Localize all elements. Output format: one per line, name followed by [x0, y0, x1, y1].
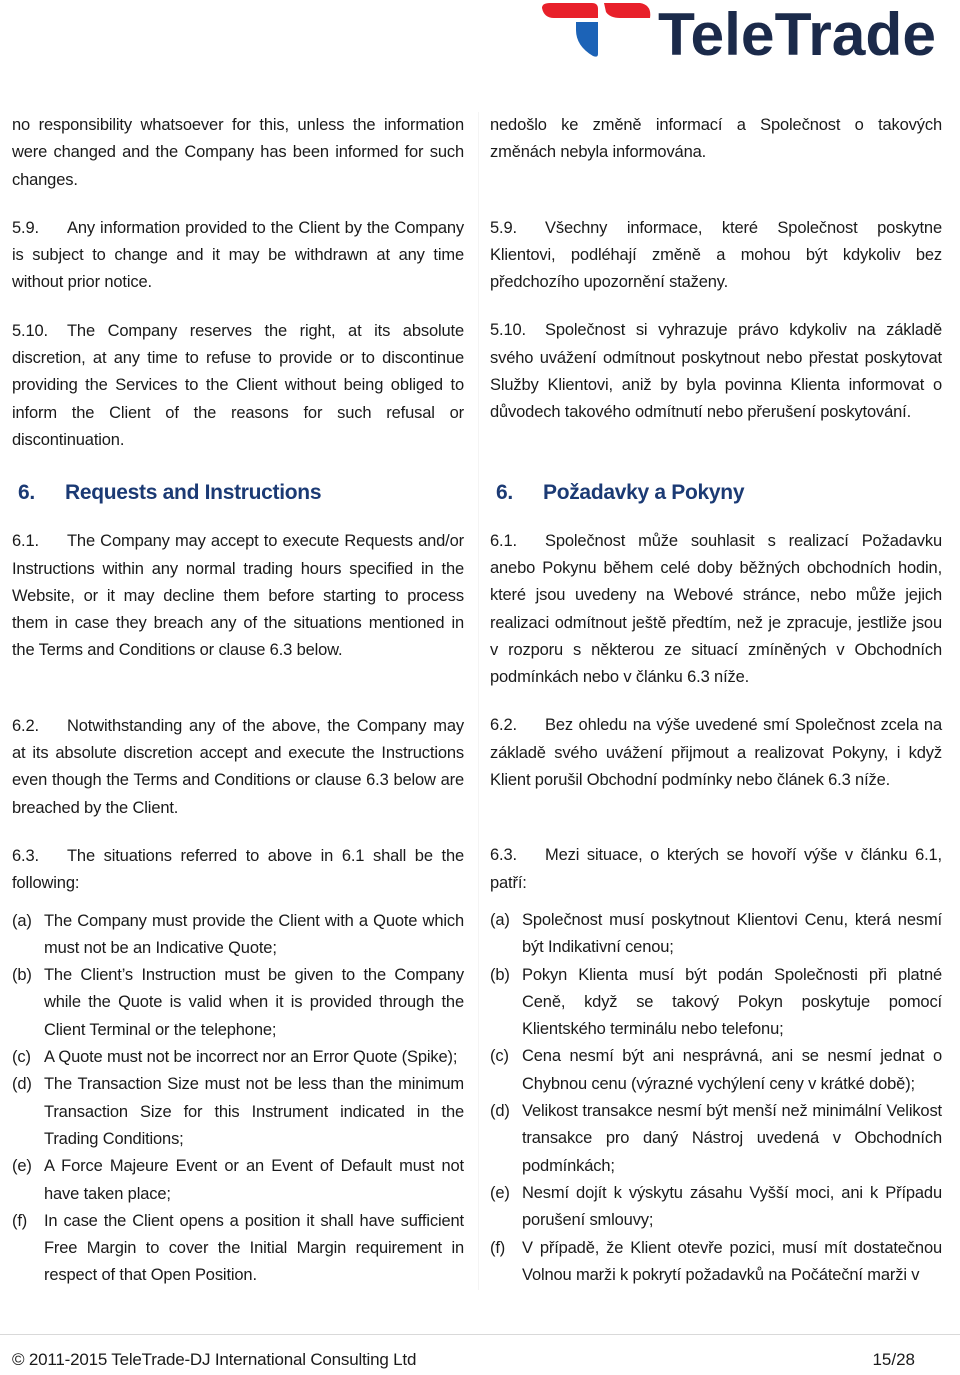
czech-column	[490, 112, 942, 1289]
clause-number: 5.9.	[490, 218, 517, 237]
clause-number: 5.9.	[12, 218, 39, 237]
english-column	[12, 112, 464, 1290]
conditions-list	[490, 907, 942, 1289]
clause-5-10	[12, 318, 464, 454]
clause-text: The situations referred to above in 6.1 shall be the following:	[12, 846, 464, 893]
intro-paragraph: nedošlo ke změně informací a Společnost o takových změnách nebyla informována.	[490, 116, 942, 162]
clause-5-10	[490, 317, 942, 426]
clause-text: Společnost může souhlasit s realizací Požadavku anebo Pokynu během celé doby běžných obchodních hodin, které jsou uvedeny na Webové stránce, nebo může jejich realizaci odmítnout ještě předtím, než je zpracuje, jestliže jsou v rozporu s některou ze situací zmíněných v Obchodních podmínkách nebo v článku 6.3 níže.	[490, 531, 942, 687]
clause-6-2	[12, 713, 464, 822]
list-item: (e) A Force Majeure Event or an Event of Default must not have taken place;	[12, 1157, 464, 1203]
clause-text: Mezi situace, o kterých se hovoří výše v článku 6.1, patří:	[490, 846, 942, 892]
list-item: (a) Společnost musí poskytnout Klientovi Cenu, která nesmí být Indikativní cenou;	[490, 910, 942, 957]
column-divider	[478, 112, 479, 1290]
clause-text: Společnost si vyhrazuje právo kdykoliv na základě svého uvážení odmítnout poskytnout nebo přestat poskytovat Služby Klientovi, aniž by byla povinna Klienta informovat o důvodech takového odmítnutí nebo přerušení poskytování.	[490, 321, 942, 422]
list-item: (c) A Quote must not be incorrect nor an Error Quote (Spike);	[12, 1048, 458, 1067]
clause-text: Všechny informace, které Společnost poskytne Klientovi, podléhají změně a mohou být kdykoliv bez předchozího upozornění staženy.	[490, 218, 942, 292]
clause-text: Notwithstanding any of the above, the Company may at its absolute discretion accept and execute the Instructions even though the Terms and Conditions or clause 6.3 below are breached by the Client.	[12, 716, 464, 817]
clause-number: 6.2.	[490, 716, 517, 735]
list-item: (c) Cena nesmí být ani nesprávná, ani se nesmí jednat o Chybnou cenu (výrazné vychýlení ceny v krátké době);	[490, 1047, 942, 1093]
clause-text: Any information provided to the Client by the Company is subject to change and it may be withdrawn at any time without prior notice.	[12, 218, 464, 292]
logo-wordmark: TeleTrade	[658, 1, 936, 62]
clause-6-3	[490, 842, 942, 897]
list-item: (b) The Client’s Instruction must be given to the Company while the Quote is valid when it is provided through the Client Terminal or the telephone;	[12, 966, 464, 1039]
clause-5-9	[490, 215, 942, 297]
list-item: (b) Pokyn Klienta musí být podán Společnosti při platné Ceně, když se takový Pokyn poskytuje pomocí Klientského terminálu nebo telefonu;	[490, 965, 942, 1039]
clause-number: 6.1.	[12, 532, 39, 551]
clause-text: The Company may accept to execute Requests and/or Instructions within any normal trading hours specified in the Website, or it may decline them before starting to process them in case they breach any of the situations mentioned in the Terms and Conditions or clause 6.3 below.	[12, 532, 464, 660]
logo-mark-red-2	[604, 3, 650, 18]
clause-6-1	[490, 528, 942, 692]
footer-copyright: © 2011-2015 TeleTrade-DJ International Consulting Ltd	[12, 1350, 417, 1369]
clause-number: 6.2.	[12, 716, 39, 735]
list-item: (d) Velikost transakce nesmí být menší než minimální Velikost transakce pro daný Nástroj uvedená v Obchodních podmínkách;	[490, 1102, 942, 1175]
footer-divider	[0, 1334, 960, 1335]
list-item: (a) The Company must provide the Client with a Quote which must not be an Indicative Quote;	[12, 911, 464, 957]
clause-number: 6.3.	[490, 846, 517, 865]
clause-text: The Company reserves the right, at its absolute discretion, at any time to refuse to provide or to discontinue providing the Services to the Client without being obliged to inform the Client of the reasons for such refusal or discontinuation.	[12, 321, 464, 449]
conditions-list	[12, 908, 464, 1290]
section-heading: 6. Požadavky a Pokyny	[496, 480, 745, 504]
clause-number: 6.3.	[12, 846, 39, 865]
list-item: (e) Nesmí dojít k výskytu zásahu Vyšší moci, ani k Případu porušení smlouvy;	[490, 1183, 942, 1230]
logo-mark-blue	[576, 22, 598, 57]
clause-text: Bez ohledu na výše uvedené smí Společnost zcela na základě svého uvážení přijmout a realizovat Pokyny, i když Klient porušil Obchodní podmínky nebo článek 6.3 níže.	[490, 716, 942, 790]
clause-number: 6.1.	[490, 531, 517, 550]
clause-6-2	[490, 712, 942, 794]
teletrade-logo	[540, 0, 940, 62]
list-item: (f) V případě, že Klient otevře pozici, musí mít dostatečnou Volnou marži k pokrytí požadavků na Počáteční marži v	[490, 1238, 942, 1284]
page-number: 15/28	[872, 1350, 915, 1369]
clause-number: 5.10.	[12, 321, 48, 340]
clause-5-9	[12, 215, 464, 297]
list-item: (f) In case the Client opens a position it shall have sufficient Free Margin to cover the Initial Margin requirement in respect of that Open Position.	[12, 1211, 464, 1285]
section-heading: 6. Requests and Instructions	[18, 481, 322, 505]
logo-mark-red	[542, 3, 598, 18]
clause-6-1	[12, 528, 464, 664]
intro-paragraph: no responsibility whatsoever for this, unless the information were changed and the Company has been informed for such changes.	[12, 116, 464, 189]
list-item: (d) The Transaction Size must not be less than the minimum Transaction Size for this Instrument indicated in the Trading Conditions;	[12, 1075, 464, 1148]
clause-6-3	[12, 843, 464, 898]
clause-number: 5.10.	[490, 321, 526, 340]
